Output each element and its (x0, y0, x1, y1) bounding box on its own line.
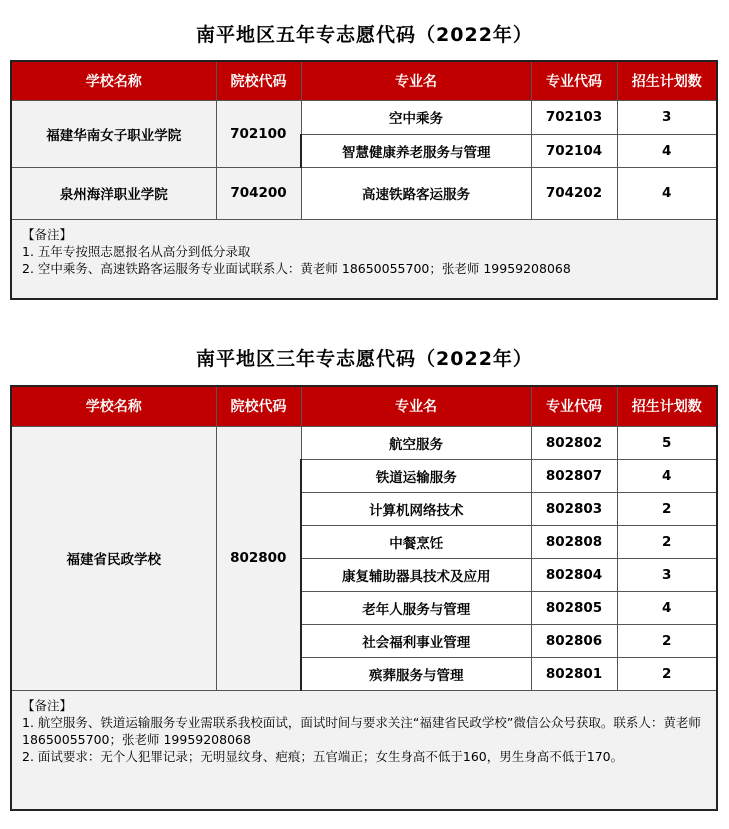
major-code-cell: 802805 (531, 591, 617, 624)
school-code-cell: 702100 (216, 100, 301, 167)
major-code-cell: 802801 (531, 657, 617, 690)
major-name-cell: 社会福利事业管理 (301, 624, 531, 657)
header-school-name: 学校名称 (11, 386, 216, 426)
table-row (11, 167, 717, 219)
five-year-table (10, 60, 718, 300)
header-major-code: 专业代码 (531, 61, 617, 100)
header-major-name: 专业名 (301, 61, 531, 100)
plan-count-cell: 2 (617, 657, 717, 690)
plan-count-cell: 4 (617, 591, 717, 624)
plan-count-cell: 2 (617, 624, 717, 657)
header-major-code: 专业代码 (531, 386, 617, 426)
notes-cell (11, 219, 717, 299)
section1-title: 南平地区五年专志愿代码（2022年） (196, 24, 533, 46)
header-school-code: 院校代码 (216, 386, 301, 426)
major-name-cell: 中餐烹饪 (301, 525, 531, 558)
three-year-table (10, 385, 718, 811)
notes-cell (11, 690, 717, 810)
major-code-cell: 702103 (531, 100, 617, 134)
major-name-cell: 计算机网络技术 (301, 492, 531, 525)
header-plan-count: 招生计划数 (617, 61, 717, 100)
table-header-row (11, 386, 717, 426)
school-code-cell: 704200 (216, 167, 301, 219)
major-name-cell: 殡葬服务与管理 (301, 657, 531, 690)
notes-heading: 【备注】 (22, 226, 73, 242)
section2-title: 南平地区三年专志愿代码（2022年） (196, 348, 533, 370)
plan-count-cell: 4 (617, 167, 717, 219)
header-school-code: 院校代码 (216, 61, 301, 100)
major-code-cell: 704202 (531, 167, 617, 219)
table-row (11, 100, 717, 134)
header-plan-count: 招生计划数 (617, 386, 717, 426)
major-name-cell: 智慧健康养老服务与管理 (301, 134, 531, 167)
school-name-cell: 泉州海洋职业学院 (11, 167, 216, 219)
major-code-cell: 802806 (531, 624, 617, 657)
school-code-cell: 802800 (216, 426, 301, 690)
notes-row (11, 690, 717, 810)
major-code-cell: 802803 (531, 492, 617, 525)
major-name-cell: 高速铁路客运服务 (301, 167, 531, 219)
header-school-name: 学校名称 (11, 61, 216, 100)
major-code-cell: 802804 (531, 558, 617, 591)
major-code-cell: 802807 (531, 459, 617, 492)
major-name-cell: 铁道运输服务 (301, 459, 531, 492)
school-name-cell: 福建省民政学校 (11, 426, 216, 690)
table-header-row (11, 61, 717, 100)
major-name-cell: 空中乘务 (301, 100, 531, 134)
note-line: 1. 航空服务、铁道运输服务专业需联系我校面试，面试时间与要求关注“福建省民政学校”微信公众号获取。联系人：黄老师 18650055700；张老师 19959208068 (22, 714, 701, 747)
notes-heading: 【备注】 (22, 697, 73, 713)
notes-row (11, 219, 717, 299)
school-name-cell: 福建华南女子职业学院 (11, 100, 216, 167)
plan-count-cell: 4 (617, 134, 717, 167)
note-line: 2. 空中乘务、高速铁路客运服务专业面试联系人：黄老师 18650055700；张老师 19959208068 (22, 260, 571, 276)
note-line: 1. 五年专按照志愿报名从高分到低分录取 (22, 243, 251, 259)
plan-count-cell: 3 (617, 558, 717, 591)
plan-count-cell: 2 (617, 525, 717, 558)
major-name-cell: 老年人服务与管理 (301, 591, 531, 624)
major-name-cell: 康复辅助器具技术及应用 (301, 558, 531, 591)
plan-count-cell: 2 (617, 492, 717, 525)
note-line: 2. 面试要求：无个人犯罪记录；无明显纹身、疤痕；五官端正；女生身高不低于160，男生身高不低于170。 (22, 748, 624, 764)
major-name-cell: 航空服务 (301, 426, 531, 459)
table-row (11, 426, 717, 459)
plan-count-cell: 4 (617, 459, 717, 492)
plan-count-cell: 3 (617, 100, 717, 134)
header-major-name: 专业名 (301, 386, 531, 426)
plan-count-cell: 5 (617, 426, 717, 459)
major-code-cell: 802802 (531, 426, 617, 459)
major-code-cell: 702104 (531, 134, 617, 167)
major-code-cell: 802808 (531, 525, 617, 558)
